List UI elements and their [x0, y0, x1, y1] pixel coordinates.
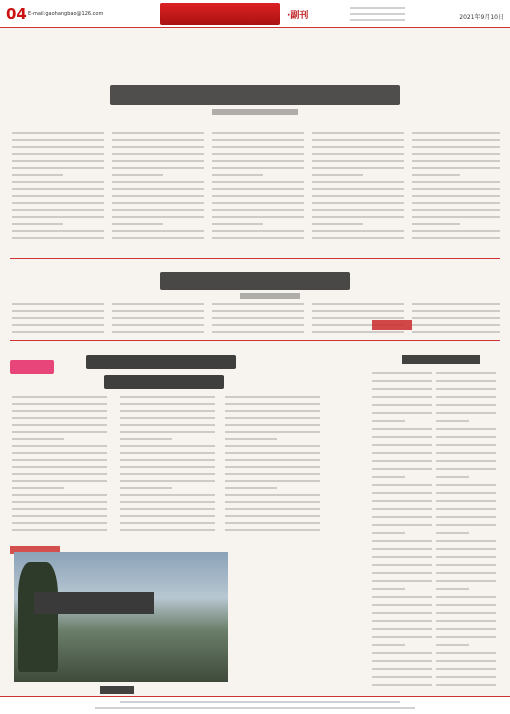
- text-line: [372, 420, 405, 422]
- text-line: [412, 310, 500, 312]
- text-line: [212, 209, 304, 211]
- text-line: [312, 181, 404, 183]
- text-line: [412, 303, 500, 305]
- text-line: [112, 331, 204, 333]
- text-line: [212, 167, 304, 169]
- text-line: [120, 529, 215, 531]
- text-line: [12, 195, 104, 197]
- text-line: [436, 492, 496, 494]
- text-line: [412, 181, 500, 183]
- text-line: [436, 404, 496, 406]
- text-line: [112, 310, 204, 312]
- text-line: [436, 476, 469, 478]
- article-2-title: [160, 272, 350, 290]
- text-line: [12, 223, 63, 225]
- text-line: [112, 167, 204, 169]
- text-line: [120, 487, 172, 489]
- text-line: [436, 428, 496, 430]
- text-line: [225, 445, 320, 447]
- text-line: [112, 202, 204, 204]
- text-line: [412, 237, 500, 239]
- text-line: [372, 500, 432, 502]
- text-line: [372, 676, 432, 678]
- text-line: [120, 403, 215, 405]
- text-line: [12, 216, 104, 218]
- page-footer: [0, 696, 510, 714]
- text-line: [12, 501, 107, 503]
- text-line: [372, 564, 432, 566]
- text-line: [112, 195, 204, 197]
- text-line: [112, 324, 204, 326]
- text-line: [436, 372, 496, 374]
- text-line: [372, 396, 432, 398]
- text-line: [12, 188, 104, 190]
- text-line: [312, 216, 404, 218]
- text-line: [225, 417, 320, 419]
- text-line: [120, 410, 215, 412]
- text-line: [212, 317, 304, 319]
- text-line: [225, 438, 277, 440]
- text-line: [372, 644, 405, 646]
- text-line: [12, 452, 107, 454]
- text-line: [12, 515, 107, 517]
- text-line: [412, 202, 500, 204]
- text-line: [12, 494, 107, 496]
- text-line: [112, 153, 204, 155]
- text-line: [312, 230, 404, 232]
- text-line: [12, 237, 104, 239]
- text-line: [372, 508, 432, 510]
- text-line: [412, 167, 500, 169]
- text-line: [436, 612, 496, 614]
- text-line: [112, 188, 204, 190]
- text-line: [372, 476, 405, 478]
- text-line: [112, 181, 204, 183]
- text-line: [225, 410, 320, 412]
- text-line: [436, 564, 496, 566]
- text-line: [436, 444, 496, 446]
- text-line: [372, 540, 432, 542]
- text-line: [436, 484, 496, 486]
- text-line: [412, 223, 460, 225]
- text-line: [436, 628, 496, 630]
- text-line: [372, 532, 405, 534]
- text-line: [12, 459, 107, 461]
- text-line: [112, 230, 204, 232]
- text-line: [12, 417, 107, 419]
- text-line: [372, 460, 432, 462]
- text-line: [120, 473, 215, 475]
- text-line: [225, 403, 320, 405]
- text-line: [120, 452, 215, 454]
- text-line: [372, 580, 432, 582]
- text-line: [225, 508, 320, 510]
- text-line: [225, 452, 320, 454]
- column-badge: [10, 360, 54, 374]
- article-2-byline: [240, 293, 300, 299]
- text-line: [112, 237, 204, 239]
- text-line: [120, 515, 215, 517]
- text-line: [212, 153, 304, 155]
- text-line: [436, 436, 496, 438]
- text-line: [436, 380, 496, 382]
- text-line: [212, 139, 304, 141]
- text-line: [12, 396, 107, 398]
- issue-date: 2021年9月10日: [459, 14, 504, 21]
- text-line: [372, 636, 432, 638]
- text-line: [225, 424, 320, 426]
- text-line: [412, 139, 500, 141]
- text-line: [212, 324, 304, 326]
- text-line: [412, 331, 500, 333]
- text-line: [372, 628, 432, 630]
- text-line: [212, 331, 304, 333]
- email-address: E-mail:gaohangbao@126.com: [28, 11, 104, 17]
- text-line: [225, 522, 320, 524]
- text-line: [120, 424, 215, 426]
- text-line: [372, 436, 432, 438]
- text-line: [436, 588, 469, 590]
- text-line: [12, 174, 63, 176]
- text-line: [225, 494, 320, 496]
- text-line: [436, 644, 469, 646]
- text-line: [120, 396, 215, 398]
- text-line: [436, 636, 496, 638]
- text-line: [312, 139, 404, 141]
- text-line: [112, 317, 204, 319]
- text-line: [436, 604, 496, 606]
- text-line: [12, 403, 107, 405]
- photo-caption: [100, 686, 134, 694]
- text-line: [212, 237, 304, 239]
- text-line: [312, 188, 404, 190]
- text-line: [412, 230, 500, 232]
- text-line: [212, 146, 304, 148]
- text-line: [212, 310, 304, 312]
- text-line: [120, 501, 215, 503]
- text-line: [112, 174, 163, 176]
- text-line: [372, 604, 432, 606]
- text-line: [436, 660, 496, 662]
- text-line: [372, 612, 432, 614]
- text-line: [412, 153, 500, 155]
- text-line: [212, 132, 304, 134]
- editor-credits: [350, 4, 410, 21]
- text-line: [212, 202, 304, 204]
- text-line: [312, 167, 404, 169]
- text-line: [436, 652, 496, 654]
- text-line: [312, 331, 404, 333]
- text-line: [372, 524, 432, 526]
- text-line: [12, 310, 104, 312]
- text-line: [372, 596, 432, 598]
- text-line: [12, 153, 104, 155]
- text-line: [212, 195, 304, 197]
- text-line: [120, 480, 215, 482]
- article-4-title: [402, 355, 480, 364]
- text-line: [312, 223, 363, 225]
- text-line: [436, 468, 496, 470]
- text-line: [12, 438, 64, 440]
- text-line: [412, 209, 500, 211]
- text-line: [12, 424, 107, 426]
- text-line: [12, 132, 104, 134]
- text-line: [312, 303, 404, 305]
- text-line: [412, 324, 500, 326]
- text-line: [212, 303, 304, 305]
- text-line: [372, 452, 432, 454]
- article-1-byline: [212, 109, 298, 115]
- text-line: [12, 181, 104, 183]
- text-line: [372, 620, 432, 622]
- text-line: [120, 431, 215, 433]
- text-line: [120, 459, 215, 461]
- text-line: [225, 529, 320, 531]
- text-line: [436, 532, 469, 534]
- text-line: [412, 174, 460, 176]
- text-line: [12, 480, 107, 482]
- text-line: [225, 396, 320, 398]
- text-line: [372, 404, 432, 406]
- text-line: [12, 230, 104, 232]
- text-line: [372, 684, 432, 686]
- text-line: [412, 195, 500, 197]
- text-line: [312, 317, 404, 319]
- text-line: [372, 412, 432, 414]
- text-line: [212, 174, 263, 176]
- text-line: [436, 668, 496, 670]
- text-line: [412, 216, 500, 218]
- text-line: [12, 160, 104, 162]
- photograph: [14, 552, 228, 682]
- text-line: [12, 473, 107, 475]
- text-line: [372, 444, 432, 446]
- tree-silhouette: [18, 562, 58, 672]
- text-line: [436, 396, 496, 398]
- text-line: [225, 431, 320, 433]
- text-line: [436, 388, 496, 390]
- text-line: [372, 492, 432, 494]
- text-line: [225, 487, 277, 489]
- page-number: 04: [6, 5, 27, 23]
- text-line: [120, 466, 215, 468]
- text-line: [120, 417, 215, 419]
- text-line: [225, 501, 320, 503]
- text-line: [225, 459, 320, 461]
- text-line: [120, 445, 215, 447]
- text-line: [436, 420, 469, 422]
- column-badge: [372, 320, 412, 330]
- text-line: [372, 556, 432, 558]
- text-line: [312, 174, 363, 176]
- text-line: [12, 167, 104, 169]
- text-line: [225, 473, 320, 475]
- text-line: [436, 524, 496, 526]
- text-line: [12, 529, 107, 531]
- text-line: [12, 466, 107, 468]
- text-line: [412, 188, 500, 190]
- text-line: [312, 209, 404, 211]
- text-line: [120, 508, 215, 510]
- article-3-title: [86, 355, 246, 391]
- text-line: [372, 372, 432, 374]
- text-line: [412, 160, 500, 162]
- text-line: [12, 522, 107, 524]
- text-line: [12, 209, 104, 211]
- text-line: [372, 652, 432, 654]
- page-header: [0, 0, 510, 28]
- text-line: [372, 380, 432, 382]
- text-line: [120, 522, 215, 524]
- article-1-title: [110, 85, 400, 105]
- text-line: [112, 139, 204, 141]
- text-line: [436, 548, 496, 550]
- text-line: [436, 580, 496, 582]
- text-line: [12, 445, 107, 447]
- text-line: [372, 660, 432, 662]
- text-line: [112, 303, 204, 305]
- text-line: [436, 540, 496, 542]
- text-line: [312, 146, 404, 148]
- text-line: [372, 668, 432, 670]
- text-line: [225, 515, 320, 517]
- text-line: [436, 412, 496, 414]
- text-line: [12, 324, 104, 326]
- text-line: [212, 181, 304, 183]
- text-line: [372, 484, 432, 486]
- text-line: [12, 331, 104, 333]
- building-roof: [34, 592, 154, 614]
- text-line: [436, 556, 496, 558]
- text-line: [412, 317, 500, 319]
- text-line: [436, 684, 496, 686]
- text-line: [225, 480, 320, 482]
- text-line: [112, 146, 204, 148]
- text-line: [436, 452, 496, 454]
- text-line: [312, 310, 404, 312]
- text-line: [312, 160, 404, 162]
- text-line: [372, 588, 405, 590]
- text-line: [12, 410, 107, 412]
- text-line: [436, 676, 496, 678]
- text-line: [12, 303, 104, 305]
- text-line: [120, 494, 215, 496]
- text-line: [436, 500, 496, 502]
- text-line: [212, 216, 304, 218]
- text-line: [112, 209, 204, 211]
- text-line: [312, 132, 404, 134]
- text-line: [436, 572, 496, 574]
- text-line: [436, 508, 496, 510]
- text-line: [12, 202, 104, 204]
- text-line: [120, 438, 172, 440]
- section-divider: [10, 340, 500, 341]
- text-line: [12, 431, 107, 433]
- text-line: [312, 237, 404, 239]
- text-line: [312, 195, 404, 197]
- text-line: [312, 202, 404, 204]
- section-divider: [10, 258, 500, 259]
- text-line: [112, 160, 204, 162]
- text-line: [112, 216, 204, 218]
- text-line: [112, 223, 163, 225]
- text-line: [436, 620, 496, 622]
- text-line: [12, 146, 104, 148]
- text-line: [212, 188, 304, 190]
- text-line: [225, 466, 320, 468]
- text-line: [112, 132, 204, 134]
- text-line: [312, 153, 404, 155]
- text-line: [212, 160, 304, 162]
- text-line: [412, 132, 500, 134]
- section-name: ·副刊: [287, 11, 309, 21]
- text-line: [436, 596, 496, 598]
- text-line: [412, 146, 500, 148]
- text-line: [12, 139, 104, 141]
- text-line: [372, 468, 432, 470]
- text-line: [372, 516, 432, 518]
- text-line: [212, 223, 263, 225]
- text-line: [12, 508, 107, 510]
- text-line: [436, 516, 496, 518]
- newspaper-masthead-logo: [160, 3, 280, 25]
- text-line: [212, 230, 304, 232]
- text-line: [436, 460, 496, 462]
- text-line: [372, 572, 432, 574]
- text-line: [372, 428, 432, 430]
- text-line: [12, 487, 64, 489]
- text-line: [12, 317, 104, 319]
- text-line: [372, 548, 432, 550]
- text-line: [372, 388, 432, 390]
